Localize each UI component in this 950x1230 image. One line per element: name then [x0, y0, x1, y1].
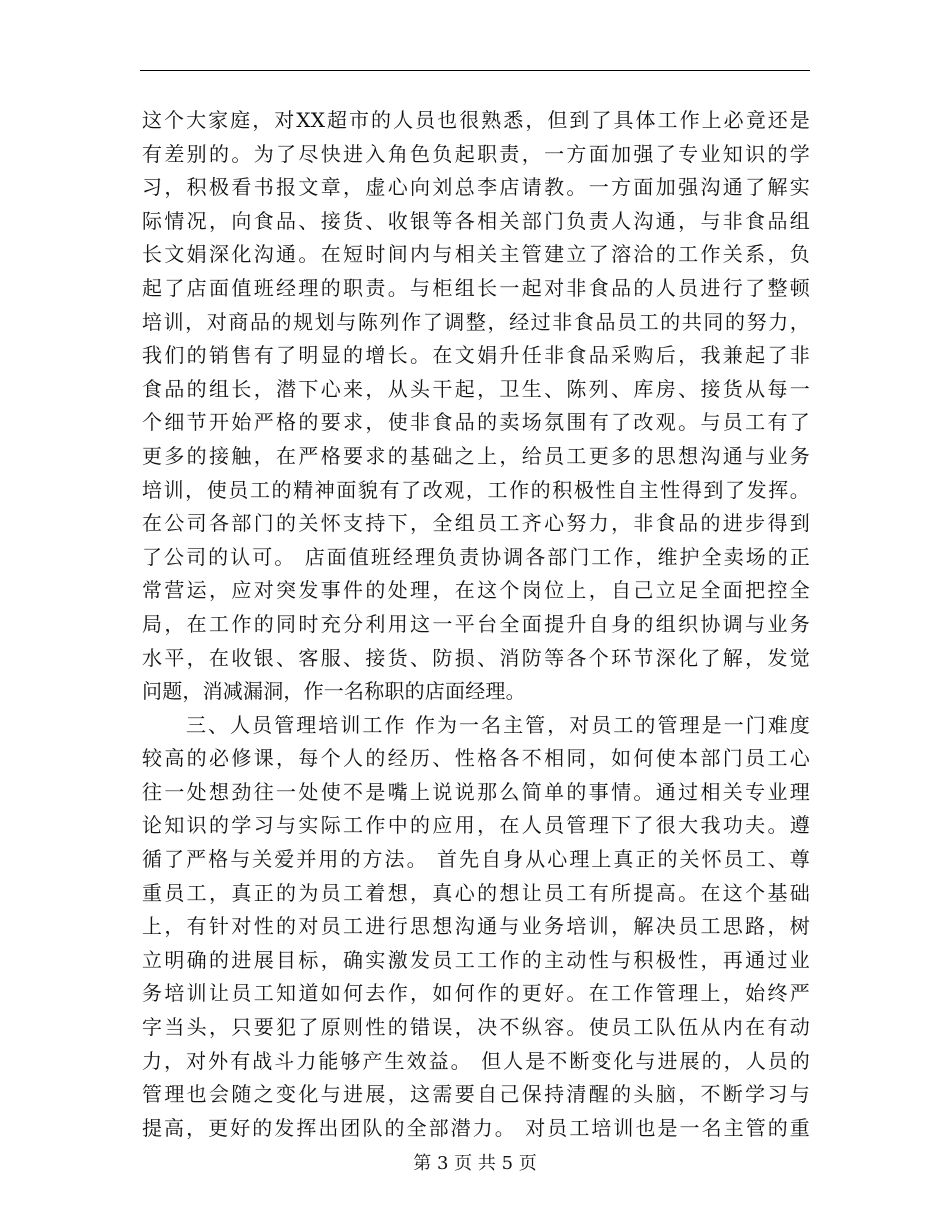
text-line: 立明确的进展目标，确实激发员工工作的主动性与积极性，再通过业	[142, 947, 810, 972]
text-line: 论知识的学习与实际工作中的应用，在人员管理下了很大我功夫。遵	[142, 813, 810, 838]
text-line: 上，有针对性的对员工进行思想沟通与业务培训，解决员工思路，树	[142, 914, 810, 939]
text-line: 我们的销售有了明显的增长。在文娟升任非食品采购后，我兼起了非	[142, 343, 810, 368]
page-number-footer: 第 3 页 共 5 页	[413, 1153, 537, 1174]
text-line: 管理也会随之变化与进展，这需要自己保持清醒的头脑，不断学习与	[142, 1082, 810, 1107]
text-line: 培训，使员工的精神面貌有了改观，工作的积极性自主性得到了发挥。	[142, 477, 810, 502]
document-body	[142, 104, 810, 1145]
header-rule	[140, 70, 810, 71]
text-line: 常营运，应对突发事件的处理，在这个岗位上，自己立足全面把控全	[142, 578, 810, 603]
text-line: 务培训让员工知道如何去作，如何作的更好。在工作管理上，始终严	[142, 981, 810, 1006]
text-line: 往一处想劲往一处使不是嘴上说说那么简单的事情。通过相关专业理	[142, 779, 810, 804]
text-line: 这个大家庭，对XX超市的人员也很熟悉，但到了具体工作上必竟还是	[142, 108, 810, 132]
text-line: 培训，对商品的规划与陈列作了调整，经过非食品员工的共同的努力，	[142, 309, 810, 334]
text-line: 习，积极看书报文章，虚心向刘总李店请教。一方面加强沟通了解实	[142, 175, 810, 200]
text-line: 较高的必修课，每个人的经历、性格各不相同，如何使本部门员工心	[142, 746, 810, 771]
text-line: 循了严格与关爱并用的方法。 首先自身从心理上真正的关怀员工、尊	[142, 847, 810, 872]
text-line: 提高，更好的发挥出团队的全部潜力。 对员工培训也是一名主管的重	[142, 1115, 810, 1140]
text-line: 问题，消减漏洞，作一名称职的店面经理。	[142, 679, 526, 704]
text-line: 长文娟深化沟通。在短时间内与相关主管建立了溶洽的工作关系，负	[142, 242, 810, 267]
text-line: 局，在工作的同时充分利用这一平台全面提升自身的组织协调与业务	[142, 611, 810, 636]
text-line: 个细节开始严格的要求，使非食品的卖场氛围有了改观。与员工有了	[142, 410, 810, 435]
text-line: 了公司的认可。 店面值班经理负责协调各部门工作，维护全卖场的正	[142, 544, 810, 569]
text-line: 力，对外有战斗力能够产生效益。 但人是不断变化与进展的，人员的	[142, 1048, 810, 1073]
text-line: 食品的组长，潜下心来，从头干起，卫生、陈列、库房、接货从每一	[142, 376, 810, 401]
text-line: 字当头，只要犯了原则性的错误，决不纵容。使员工队伍从内在有动	[142, 1015, 810, 1040]
text-line: 有差别的。为了尽快进入角色负起职责，一方面加强了专业知识的学	[142, 141, 810, 166]
section-heading-line: 三、人员管理培训工作 作为一名主管，对员工的管理是一门难度	[186, 712, 810, 737]
text-line: 在公司各部门的关怀支持下，全组员工齐心努力，非食品的进步得到	[142, 511, 810, 536]
text-line: 重员工，真正的为员工着想，真心的想让员工有所提高。在这个基础	[142, 880, 810, 905]
text-line: 起了店面值班经理的职责。与柜组长一起对非食品的人员进行了整顿	[142, 275, 810, 300]
text-line: 际情况，向食品、接货、收银等各相关部门负责人沟通，与非食品组	[142, 208, 810, 233]
text-line: 水平，在收银、客服、接货、防损、消防等各个环节深化了解，发觉	[142, 645, 810, 670]
text-line: 更多的接触，在严格要求的基础之上，给员工更多的思想沟通与业务	[142, 443, 810, 468]
